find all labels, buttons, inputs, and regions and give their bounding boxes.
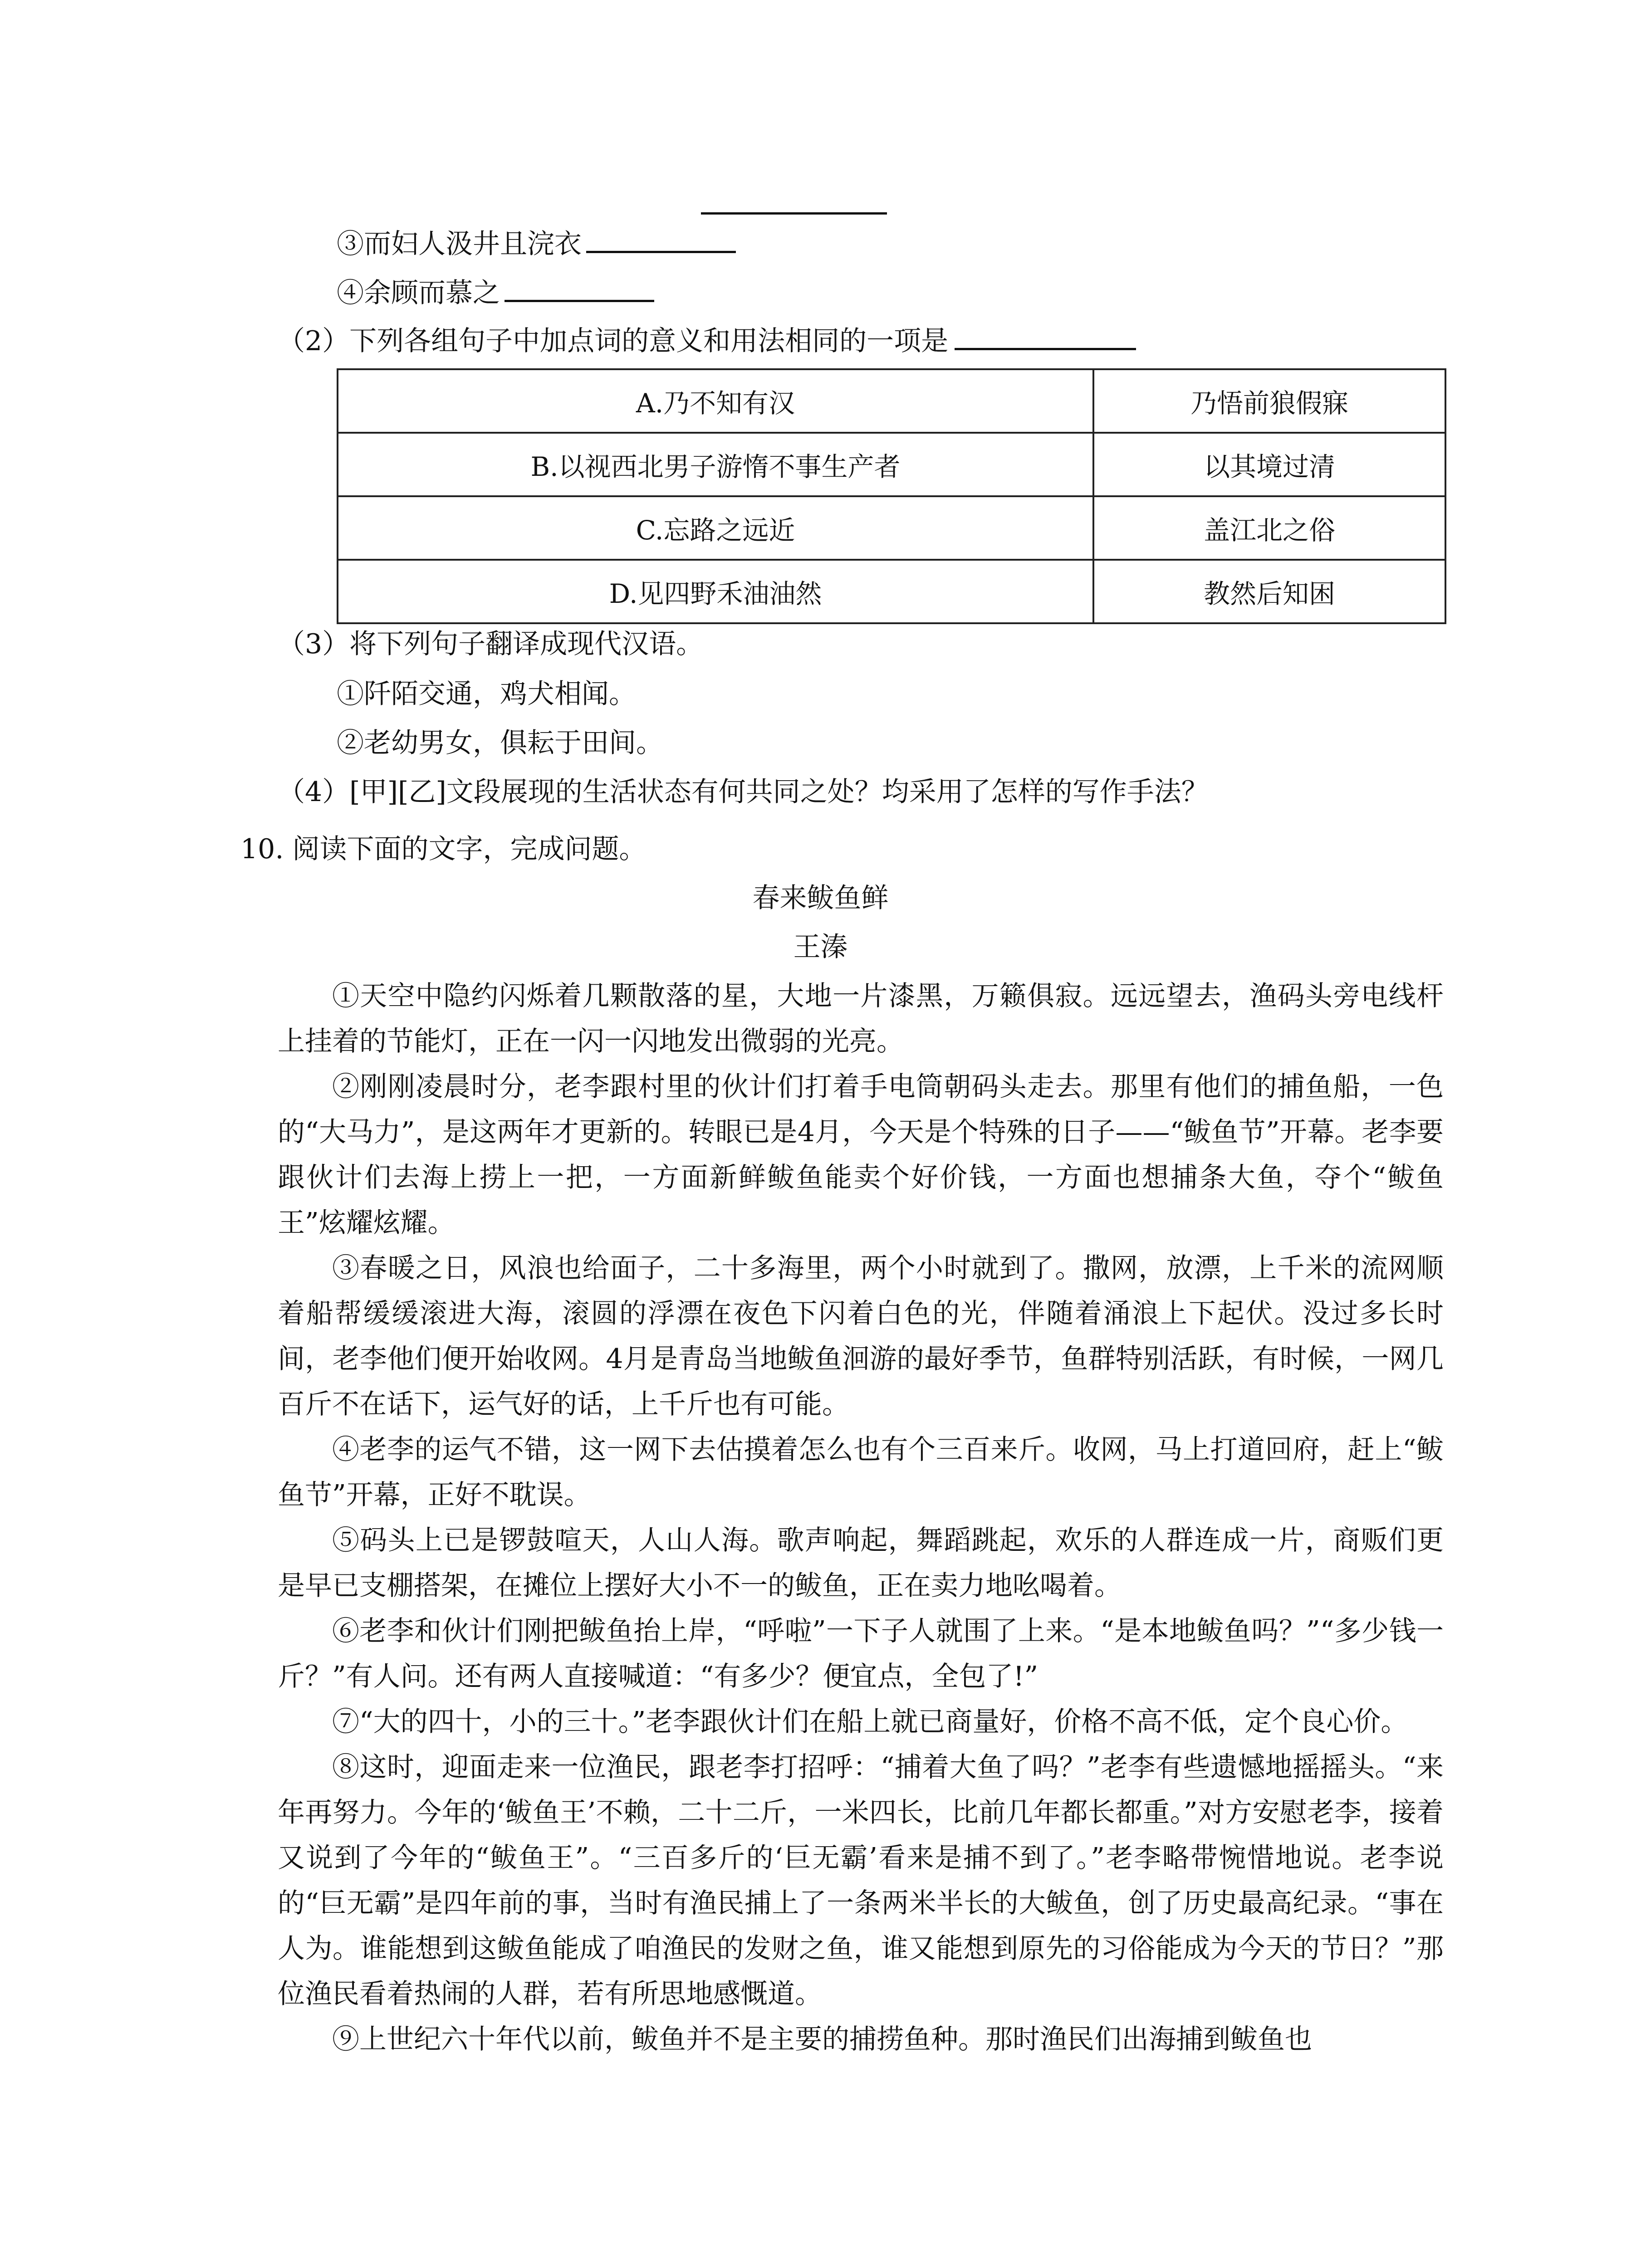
q10-prompt: 10. 阅读下面的文字，完成问题。 bbox=[240, 833, 647, 865]
paragraph: ⑤码头上已是锣鼓喧天，人山人海。歌声响起，舞蹈跳起，欢乐的人群连成一片，商贩们更是早已支棚搭架，在摊位上摆好大小不一的鲅鱼，正在卖力地吆喝着。 bbox=[278, 1525, 1444, 1602]
paragraph: ③春暖之日，风浪也给面子，二十多海里，两个小时就到了。撒网，放漂，上千米的流网顺着船帮缓缓滚进大海，滚圆的浮漂在夜色下闪着白色的光，伴随着涌浪上下起伏。没过多长时间，老李他们便开始收网。4月是青岛当地鲅鱼洄游的最好季节，鱼群特别活跃，有时候，一网几百斤不在话下，运气好的话，上千斤也有可能。 bbox=[278, 1252, 1444, 1420]
q3-item1: ①阡陌交通，鸡犬相闻。 bbox=[337, 678, 636, 710]
q3-item2: ②老幼男女，俱耘于田间。 bbox=[337, 727, 663, 759]
q1-item4: ④余顾而慕之 bbox=[337, 277, 500, 309]
option-d-right: 教然后知困 bbox=[1093, 560, 1445, 623]
option-a-left: A.乃不知有汉 bbox=[338, 369, 1093, 433]
paragraph: ①天空中隐约闪烁着几颗散落的星，大地一片漆黑，万籁俱寂。远远望去，渔码头旁电线杆上挂着的节能灯，正在一闪一闪地发出微弱的光亮。 bbox=[278, 980, 1444, 1057]
paragraph: ④老李的运气不错，这一网下去估摸着怎么也有个三百来斤。收网，马上打道回府，赶上“鲅鱼节”开幕，正好不耽误。 bbox=[278, 1434, 1444, 1511]
table-row bbox=[338, 560, 1445, 623]
paragraph: ②刚刚凌晨时分，老李跟村里的伙计们打着手电筒朝码头走去。那里有他们的捕鱼船，一色的“大马力”，是这两年才更新的。转眼已是4月，今天是个特殊的日子——“鲅鱼节”开幕。老李要跟伙计们去海上捞上一把，一方面新鲜鲅鱼能卖个好价钱，一方面也想捕条大鱼，夺个“鲅鱼王”炫耀炫耀。 bbox=[278, 1071, 1444, 1239]
answer-blank[interactable] bbox=[955, 324, 1136, 350]
table-row bbox=[338, 496, 1445, 560]
q1-item4-line bbox=[337, 275, 654, 311]
answer-blank[interactable] bbox=[701, 212, 887, 215]
table-row bbox=[338, 433, 1445, 496]
q1-item3: ③而妇人汲井且浣衣 bbox=[337, 228, 582, 260]
options-table bbox=[337, 368, 1446, 624]
q3-prompt: （3）将下列句子翻译成现代汉语。 bbox=[278, 628, 704, 660]
option-c-right: 盖江北之俗 bbox=[1093, 496, 1445, 560]
option-b-right: 以其境过清 bbox=[1093, 433, 1445, 496]
q4-prompt: （4）[甲][乙]文段展现的生活状态有何共同之处？均采用了怎样的写作手法？ bbox=[278, 776, 1209, 808]
q1-item3-line bbox=[337, 226, 736, 262]
option-b-left: B.以视西北男子游惰不事生产者 bbox=[338, 433, 1093, 496]
q2-prompt: （2）下列各组句子中加点词的意义和用法相同的一项是 bbox=[278, 325, 949, 357]
paragraph: ⑨上世纪六十年代以前，鲅鱼并不是主要的捕捞鱼种。那时渔民们出海捕到鲅鱼也 bbox=[332, 2024, 1312, 2055]
option-a-right: 乃悟前狼假寐 bbox=[1093, 369, 1445, 433]
answer-blank[interactable] bbox=[586, 227, 736, 253]
paragraph: ⑦“大的四十，小的三十。”老李跟伙计们在船上就已商量好，价格不高不低，定个良心价。 bbox=[332, 1706, 1408, 1738]
q2-prompt-line bbox=[278, 323, 1136, 359]
option-c-left: C.忘路之远近 bbox=[338, 496, 1093, 560]
paragraph: ⑥老李和伙计们刚把鲅鱼抬上岸，“呼啦”一下子人就围了上来。“是本地鲅鱼吗？”“多少钱一斤？”有人问。还有两人直接喊道：“有多少？便宜点，全包了!” bbox=[278, 1615, 1444, 1692]
answer-blank[interactable] bbox=[505, 276, 654, 302]
paragraph: ⑧这时，迎面走来一位渔民，跟老李打招呼：“捕着大鱼了吗？”老李有些遗憾地摇摇头。“来年再努力。今年的‘鲅鱼王’不赖，二十二斤，一米四长，比前几年都长都重。”对方安慰老李，接着又说到了今年的“鲅鱼王”。“三百多斤的‘巨无霸’看来是捕不到了。”老李略带惋惜地说。老李说的“巨无霸”是四年前的事，当时有渔民捕上了一条两米半长的大鲅鱼，创了历史最高纪录。“事在人为。谁能想到这鲅鱼能成了咱渔民的发财之鱼，谁又能想到原先的习俗能成为今天的节日？”那位渔民看着热闹的人群，若有所思地感慨道。 bbox=[278, 1751, 1444, 2010]
table-row bbox=[338, 369, 1445, 433]
option-d-left: D.见四野禾油油然 bbox=[338, 560, 1093, 623]
article-title: 春来鲅鱼鲜 bbox=[752, 882, 889, 914]
article-author: 王溱 bbox=[793, 931, 848, 963]
article-body bbox=[278, 973, 1444, 2062]
